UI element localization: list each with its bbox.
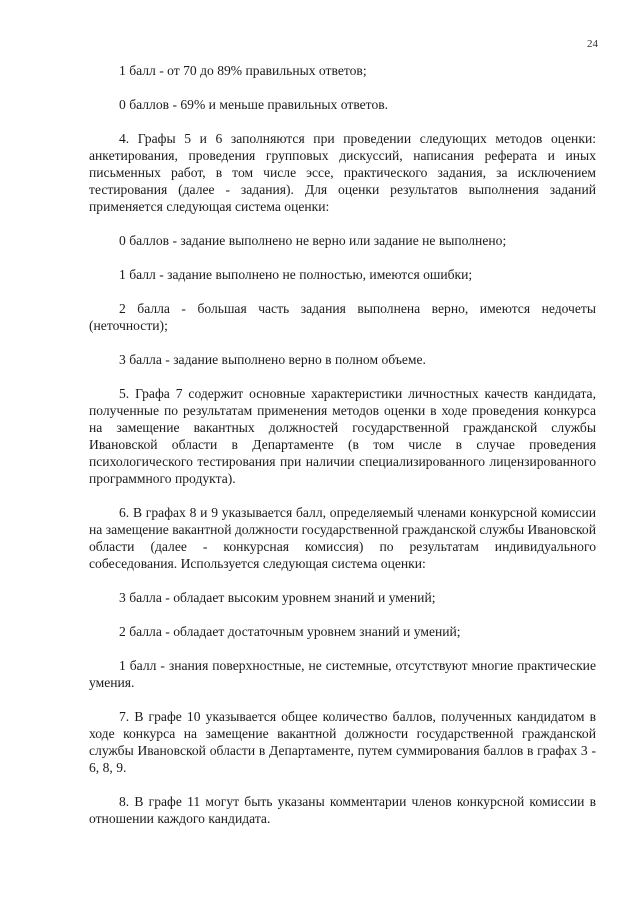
document-body — [89, 62, 596, 844]
paragraph-task-score-2: 2 балла - большая часть задания выполнена верно, имеются недочеты (неточности); — [89, 301, 596, 333]
paragraph-interview-score-1: 1 балл - знания поверхностные, не системные, отсутствуют многие практические умения. — [89, 658, 596, 690]
paragraph-item-7: 7. В графе 10 указывается общее количество баллов, полученных кандидатом в ходе конкурса на замещение вакантной должности государственной гражданской службы Ивановской области в Департаменте, путем суммирования баллов в графах 3 - 6, 8, 9. — [89, 709, 596, 775]
paragraph-task-score-3: 3 балла - задание выполнено верно в полном объеме. — [119, 352, 426, 367]
paragraph-item-4: 4. Графы 5 и 6 заполняются при проведении следующих методов оценки: анкетирования, проведения групповых дискуссий, написания реферата и иных письменных работ, в том числе эссе, практического задания, за исключением тестирования (далее - задания). Для оценки результатов выполнения заданий применяется следующая система оценки: — [89, 131, 596, 214]
paragraph-score-0-points: 0 баллов - 69% и меньше правильных ответов. — [119, 97, 389, 112]
paragraph-interview-score-2: 2 балла - обладает достаточным уровнем знаний и умений; — [119, 624, 461, 639]
paragraph-interview-score-3: 3 балла - обладает высоким уровнем знаний и умений; — [119, 590, 436, 605]
paragraph-item-8: 8. В графе 11 могут быть указаны комментарии членов конкурсной комиссии в отношении каждого кандидата. — [89, 794, 596, 826]
paragraph-item-5: 5. Графа 7 содержит основные характеристики личностных качеств кандидата, полученные по результатам применения методов оценки в ходе проведения конкурса на замещение вакантных должностей государственной гражданской службы Ивановской области в Департаменте (в том числе в случае проведения психологического тестирования при наличии специализированного лицензированного программного продукта). — [89, 386, 596, 486]
paragraph-task-score-1: 1 балл - задание выполнено не полностью, имеются ошибки; — [119, 267, 473, 282]
page-number: 24 — [587, 38, 598, 50]
paragraph-task-score-0: 0 баллов - задание выполнено не верно или задание не выполнено; — [119, 233, 507, 248]
paragraph-score-1-point: 1 балл - от 70 до 89% правильных ответов; — [119, 63, 367, 78]
paragraph-item-6: 6. В графах 8 и 9 указывается балл, определяемый членами конкурсной комиссии на замещение вакантной должности государственной гражданской службы Ивановской области (далее - конкурсная комиссия) по результатам индивидуального собеседования. Используется следующая система оценки: — [89, 505, 596, 571]
